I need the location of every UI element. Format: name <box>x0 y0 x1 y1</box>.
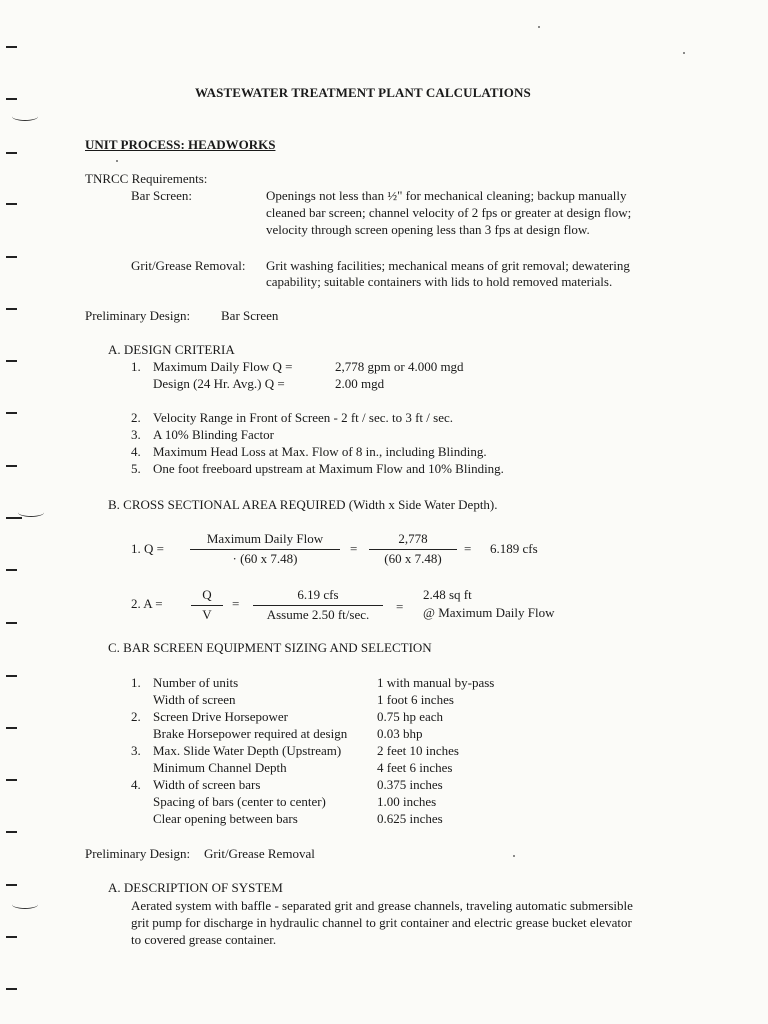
bar-screen-text-line: Openings not less than ½" for mechanical cleaning; backup manually <box>266 188 627 203</box>
grit-text-line: Grit washing facilities; mechanical means of grit removal; dewatering <box>266 258 630 273</box>
eq2-lhs: 2. A = <box>131 596 163 611</box>
eq1-denominator-1: · (60 x 7.48) <box>232 551 298 566</box>
margin-dash <box>6 465 17 467</box>
margin-dash <box>6 256 17 258</box>
eq1-numerator-1: Maximum Daily Flow <box>206 531 324 546</box>
row-label: Spacing of bars (center to center) <box>153 794 326 809</box>
eq2-denominator-1: V <box>202 607 212 622</box>
margin-dash <box>6 152 17 154</box>
row-number: 2. <box>131 709 141 724</box>
item-number: 5. <box>131 461 141 476</box>
eq2-fraction-1 <box>191 587 223 623</box>
bar-screen-text-line: velocity through screen opening less than 3 fps at design flow. <box>266 222 590 237</box>
speck <box>683 52 685 54</box>
fraction-bar <box>369 549 457 550</box>
row-value: 0.625 inches <box>377 811 443 826</box>
max-daily-flow-label: Maximum Daily Flow Q = <box>153 359 293 374</box>
row-value: 0.03 bhp <box>377 726 423 741</box>
eq2-numerator-2: 6.19 cfs <box>297 587 339 602</box>
row-label: Width of screen bars <box>153 777 261 792</box>
bar-screen-label: Bar Screen: <box>131 188 193 203</box>
margin-dash <box>6 622 17 624</box>
row-value: 4 feet 6 inches <box>377 760 453 775</box>
margin-dash <box>6 46 17 48</box>
grit-text-line: capability; suitable containers with lids to hold removed materials. <box>266 274 613 289</box>
item-number: 4. <box>131 444 141 459</box>
eq2-numerator-1: Q <box>202 587 212 602</box>
row-value: 2 feet 10 inches <box>377 743 459 758</box>
row-value: 0.375 inches <box>377 777 443 792</box>
row-label: Brake Horsepower required at design <box>153 726 348 741</box>
eq1-fraction-1 <box>190 531 340 567</box>
row-number: 1. <box>131 675 141 690</box>
eq2-note: @ Maximum Daily Flow <box>423 605 555 620</box>
eq2-result: 2.48 sq ft <box>423 587 472 602</box>
eq1-fraction-2 <box>369 531 457 567</box>
margin-dash <box>6 779 17 781</box>
criteria-item: Maximum Head Loss at Max. Flow of 8 in., including Blinding. <box>153 444 487 459</box>
eq2-denominator-2: Assume 2.50 ft/sec. <box>266 607 370 622</box>
item-number: 2. <box>131 410 141 425</box>
description-line: to covered grease container. <box>131 932 277 947</box>
row-value: 1 with manual by-pass <box>377 675 495 690</box>
prelim-design-value: Bar Screen <box>221 308 279 323</box>
margin-dash <box>6 988 17 990</box>
speck <box>538 26 540 28</box>
row-label: Minimum Channel Depth <box>153 760 287 775</box>
criteria-item: One foot freeboard upstream at Maximum Flow and 10% Blinding. <box>153 461 504 476</box>
design-criteria-heading: A. DESIGN CRITERIA <box>108 342 235 357</box>
margin-dash <box>6 831 17 833</box>
eq1-denominator-2: (60 x 7.48) <box>384 551 442 566</box>
row-number: 3. <box>131 743 141 758</box>
description-line: grit pump for discharge in hydraulic channel to grit container and electric grease bucket elevator <box>131 915 632 930</box>
margin-dash <box>6 727 17 729</box>
max-daily-flow-value: 2,778 gpm or 4.000 mgd <box>335 359 464 374</box>
margin-dash <box>6 569 17 571</box>
row-label: Number of units <box>153 675 239 690</box>
equals-sign: = <box>464 541 472 556</box>
row-label: Clear opening between bars <box>153 811 298 826</box>
margin-dash <box>6 203 17 205</box>
criteria-item: Velocity Range in Front of Screen - 2 ft / sec. to 3 ft / sec. <box>153 410 454 425</box>
cross-section-heading: B. CROSS SECTIONAL AREA REQUIRED (Width x Side Water Depth). <box>108 497 498 512</box>
tnrcc-label: TNRCC Requirements: <box>85 171 208 186</box>
prelim-design-label: Preliminary Design: <box>85 846 191 861</box>
eq1-lhs: 1. Q = <box>131 541 164 556</box>
margin-dash <box>6 884 17 886</box>
margin-dash <box>6 675 17 677</box>
margin-curve <box>12 900 38 909</box>
margin-curve <box>12 112 38 121</box>
prelim-design-value: Grit/Grease Removal <box>204 846 315 861</box>
margin-dash <box>6 517 22 519</box>
description-line: Aerated system with baffle - separated grit and grease channels, traveling automatic submersible <box>131 898 633 913</box>
row-number: 4. <box>131 777 141 792</box>
description-heading: A. DESCRIPTION OF SYSTEM <box>108 880 283 895</box>
item-number: 1. <box>131 359 141 374</box>
row-label: Width of screen <box>153 692 236 707</box>
fraction-bar <box>253 605 383 606</box>
design-avg-label: Design (24 Hr. Avg.) Q = <box>153 376 285 391</box>
margin-curve <box>18 508 44 517</box>
design-avg-value: 2.00 mgd <box>335 376 385 391</box>
bar-screen-text-line: cleaned bar screen; channel velocity of 2 fps or greater at design flow; <box>266 205 632 220</box>
item-number: 3. <box>131 427 141 442</box>
speck <box>513 855 515 857</box>
margin-dash <box>6 936 17 938</box>
criteria-item: A 10% Blinding Factor <box>153 427 274 442</box>
eq1-numerator-2: 2,778 <box>398 531 428 546</box>
grit-label: Grit/Grease Removal: <box>131 258 246 273</box>
speck <box>116 160 118 162</box>
eq2-fraction-2 <box>253 587 383 623</box>
row-label: Max. Slide Water Depth (Upstream) <box>153 743 342 758</box>
equals-sign: = <box>396 599 404 614</box>
row-value: 1 foot 6 inches <box>377 692 454 707</box>
margin-dash <box>6 412 17 414</box>
equals-sign: = <box>350 541 358 556</box>
row-value: 0.75 hp each <box>377 709 444 724</box>
prelim-design-label: Preliminary Design: <box>85 308 191 323</box>
equipment-heading: C. BAR SCREEN EQUIPMENT SIZING AND SELECTION <box>108 640 432 655</box>
eq1-result: 6.189 cfs <box>490 541 538 556</box>
fraction-bar <box>191 605 223 606</box>
equals-sign: = <box>232 596 240 611</box>
margin-dash <box>6 360 17 362</box>
margin-dash <box>6 98 17 100</box>
fraction-bar <box>190 549 340 550</box>
page-title: WASTEWATER TREATMENT PLANT CALCULATIONS <box>195 85 531 100</box>
row-value: 1.00 inches <box>377 794 437 809</box>
unit-process-heading: UNIT PROCESS: HEADWORKS <box>85 137 276 152</box>
margin-dash <box>6 308 17 310</box>
row-label: Screen Drive Horsepower <box>153 709 289 724</box>
